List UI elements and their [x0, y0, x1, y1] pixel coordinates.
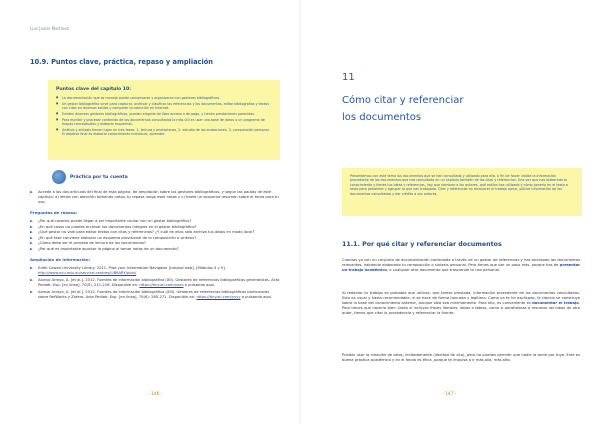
running-head: Luis Javier Martínez	[30, 26, 69, 31]
practice-icon	[52, 170, 66, 184]
reference-text: Edith Cowan University Library. 2011. Pilot your Information Navigator [tutorial web]. [Módulos 4 y 5].	[38, 265, 226, 270]
review-question: ► ¿Por qué razones puede llegar a ser importante contar con un gestor bibliográfico?	[30, 219, 280, 224]
key-point-item: ■ Para escribir y procesar contenido de los documentos consultados lo más útil es usar una base de datos o un programa de mapas conceptuales y elaborar esquemas.	[56, 118, 272, 127]
reference-link[interactable]: https://tinyurl.com/yyyy	[196, 294, 241, 299]
reference-after: o pulsando aquí.	[183, 282, 216, 287]
paragraph-text: Cuentas ya con un conjunto de documentación controlada a través de un gestor de referencias y has analizado los documentos relevantes, habiendo elaborado tu composición o síntesis personal. Pero tienes que dar un paso más, porque has de	[342, 258, 580, 267]
review-question: ► ¿En qué fase conviene elaborar un esquema provisional de la composición o síntesis?	[30, 236, 280, 241]
page-number-right: - 147 -	[442, 392, 457, 397]
key-points-box	[48, 80, 280, 160]
reference-item	[30, 266, 280, 276]
practice-list	[30, 190, 280, 205]
chapter-title	[342, 92, 562, 126]
key-points-list	[56, 96, 272, 136]
practice-section	[30, 170, 280, 302]
key-point-item: ■ Análisis y síntesis tienen lugar en tres fases: 1. lectura y anotaciones, 2. estudio de las anotaciones, 3. composición personal. El objetivo final es elaborar conocimiento individual, aprender.	[56, 128, 272, 137]
further-reading-list	[30, 266, 280, 300]
review-title: Preguntas de repaso:	[30, 210, 78, 215]
practice-item: ► Accede a los dos artículos del final de esta página, de ampliación sobre los gestores bibliográficos, y según las pautas de este capítulo: a) léelos con atención tomando notas, b) repasa luego esas notas y c) hazte un esquema resumen sobre el tema para tu uso.	[30, 190, 280, 205]
reference-item	[30, 290, 280, 300]
body-paragraph	[342, 291, 580, 316]
reference-link[interactable]: http://www.ecu.edu.au/service-centres/LIBRARY/pilot/	[38, 270, 137, 275]
further-reading-title: Ampliación de información:	[30, 256, 91, 262]
review-questions	[30, 219, 280, 252]
review-question: ► ¿En qué casos no puedes archivar los documentos íntegros en el gestor bibliográfico?	[30, 225, 280, 230]
paragraph-text: Al redactar tu trabajo es probable que utilices, que tomes prestada, información procedente de los documentos consultados. Esto es usual y hasta recomendable, si se hace de forma honrada y legítima. Como ya te he explicado, la ciencia se construye sobre la base del conocimiento anterior, aunque sólo sea mínimamente. Para ello, es conveniente es	[342, 291, 580, 305]
key-point-item: ■ Existen diversos gestores bibliográficos, pueden elegirse de libre acceso o de pago, y tienen prestaciones parecidas.	[56, 112, 272, 116]
reference-after: o pulsando aquí.	[240, 294, 273, 299]
review-question: ► ¿Qué gestor no vale para editar textos con citas y referencias? ¿Y cuál de ellos sólo archiva tus datos en modo local?	[30, 230, 280, 235]
practice-header	[52, 170, 280, 184]
emphasis-text: documentar el trabajo	[532, 301, 579, 305]
chapter-title-line1: Cómo citar y referenciar	[342, 95, 464, 106]
emphasis-text: presentar un trabajo académico	[342, 263, 580, 272]
section-title-10-9: 10.9. Puntos clave, práctica, repaso y ampliación	[30, 58, 213, 66]
body-paragraph	[342, 258, 580, 273]
chapter-intro-box: Presentamos con este tema los documentos que se han consultado y utilizado para ello, a fin de hacer visible la información procedente de los documentos que has consultado en un capítulo también de las citas y referencias. Una vez que has elaborado tu conocimiento y tienes tus ideas y referencias, hay que nombrar a los autores, qué estilos has utilizado y cómo ponerlo en el texto o resto para presentar y agrupar lo que has trabajado. Citar y referenciar es reconocer el trabajo ajeno, utilizar información de los documentos consultados y dar crédito a sus autores.	[342, 168, 582, 216]
review-question: ► ¿Cómo debe ser el proceso de lectura de los documentos?	[30, 241, 280, 246]
key-point-item: ■ La documentación que se maneja puede conservarse y organizarse con gestores bibliográficos.	[56, 96, 272, 100]
reference-link[interactable]: https://tinyurl.com/xxxx	[139, 282, 184, 287]
key-point-item: ■ Un gestor bibliográfico sirve para capturar, archivar y clasificar las referencias y los documentos, editar bibliografías y textos con citas en diversos estilos y compartir la colección en Internet.	[56, 102, 272, 111]
review-question: ► ¿Por qué es importante apuntar la página al tomar notas de un documento?	[30, 247, 280, 252]
paragraph-text: . Pero tienes que hacerlo bien: tanto si incluyes frases literales, datos o tablas, como si parafraseas o resumes las ideas de otro autor, tienes que citar la procedencia y referenciar la fuente.	[342, 301, 580, 315]
page-number-left: - 146 -	[148, 392, 163, 397]
chapter-number: 11	[342, 72, 355, 83]
reference-item	[30, 278, 280, 288]
paragraph-text: , o cualquier otro documento que trasciende tu uso personal.	[386, 268, 501, 272]
body-paragraph	[342, 353, 580, 363]
reference-text: Alonso Arroyo, A. [et al.]. 2012. Fuentes de información bibliográfica (XII). Gestores de referencias bibliográficas generalistas. Acta Pediatr. Esp. [en línea], 70(5), 211-216. Disponible en:	[38, 277, 280, 287]
chapter-title-line2: los documentos	[342, 112, 422, 123]
section-title-11-1: 11.1. Por qué citar y referenciar documentos	[342, 241, 502, 248]
reference-text: Alonso Arroyo, A. [et al.]. 2012. Fuentes de información bibliográfica (XIII). Gestores de referencias bibliográficas particulares sobre RefWorks y Zotero. Acta Pediatr. Esp. [en línea], 70(6): 265-271. Disponible en:	[38, 289, 270, 299]
key-points-title: Puntos clave del capítulo 10:	[56, 87, 131, 92]
paragraph-text: Puedes usar la creación de otros, limitadamente (libertad de cita), pero no puedes permitir que nadie la tome por tuya. Este es buena práctica académica y en el fondo es ética, porque te impulsa a ir más allá, más alto.	[342, 353, 580, 362]
practice-title: Práctica por tu cuenta	[70, 174, 128, 180]
